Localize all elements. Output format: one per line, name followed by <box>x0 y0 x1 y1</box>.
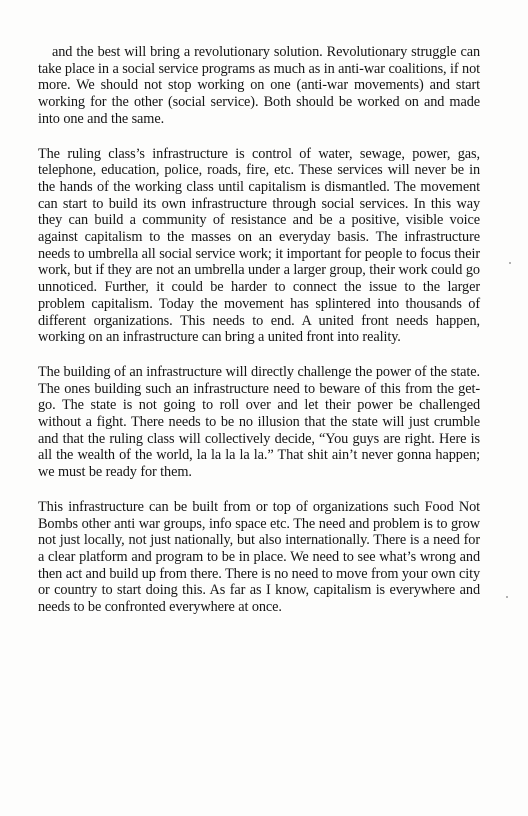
body-text <box>38 44 480 634</box>
paragraph-2: The ruling class’s infrastructure is control of water, sewage, power, gas, telephone, education, police, roads, fire, etc. These services will never be in the hands of the working class until capitalism is dismantled. The movement can start to build its own infrastructure through social services. In this way they can build a community of resistance and be a positive, visible voice against capitalism to the masses on an everyday basis. The infrastructure needs to umbrella all social service work; it important for people to focus their work, but if they are not an umbrella under a larger group, their work could go unnoticed. Further, it could be harder to connect the issue to the larger problem capitalism. Today the movement has splintered into thousands of different organizations. This needs to end. A united front needs happen, working on an infrastructure can bring a united front into reality. <box>38 145 480 346</box>
scan-speck <box>509 262 511 264</box>
paragraph-1: and the best will bring a revolutionary solution. Revolutionary struggle can take place in a social service programs as much as in anti-war coalitions, if not more. We should not stop working on one (anti-war movements) and start working for the other (social service). Both should be worked on and made into one and the same. <box>38 44 480 127</box>
paragraph-4: This infrastructure can be built from or top of organizations such Food Not Bombs other anti war groups, info space etc. The need and problem is to grow not just locally, not just nationally, but also internationally. There is a need for a clear platform and program to be in place. We need to see what’s wrong and then act and build up from there. There is no need to move from your own city or country to start doing this. As far as I know, capitalism is everywhere and needs to be confronted everywhere at once. <box>38 498 480 616</box>
paragraph-3: The building of an infrastructure will directly challenge the power of the state. The ones building such an infrastructure need to beware of this from the get-go. The state is not going to roll over and let their power be challenged without a fight. There needs to be no illusion that the state will just crumble and that the ruling class will collectively decide, “You guys are right. Here is all the wealth of the world, la la la la la.” That shit ain’t never gonna happen; we must be ready for them. <box>38 363 480 481</box>
scan-speck <box>506 596 508 598</box>
